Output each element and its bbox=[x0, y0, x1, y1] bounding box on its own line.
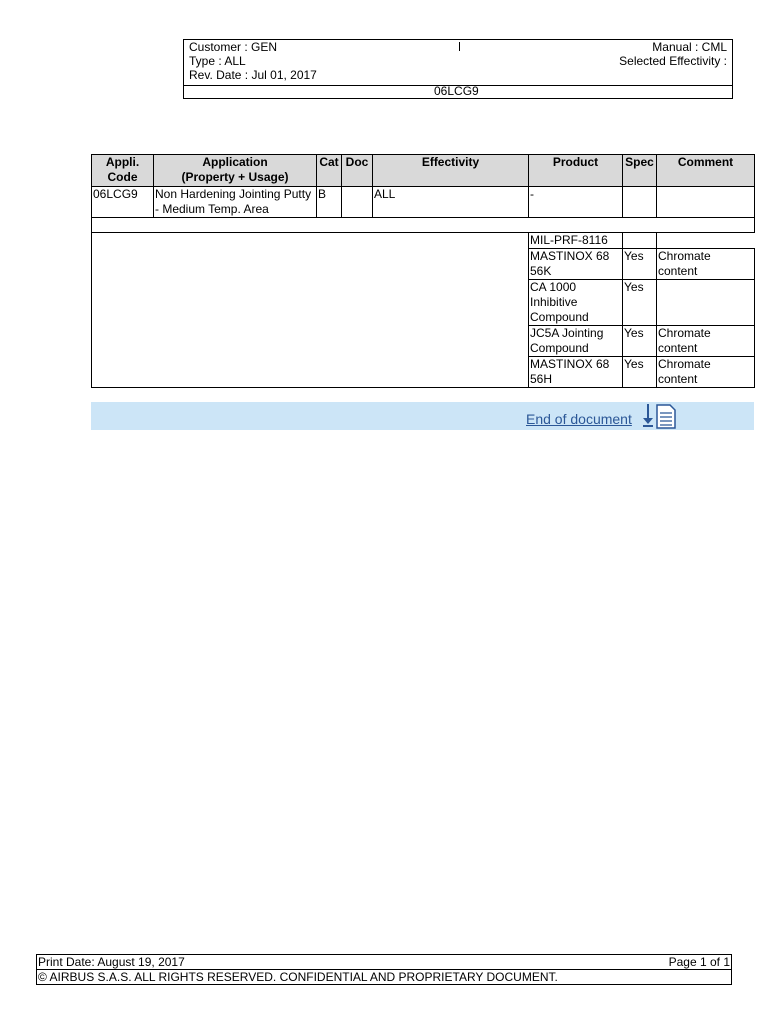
customer-label: Customer : GEN bbox=[189, 40, 278, 54]
end-of-document-bar bbox=[91, 402, 754, 430]
download-document-icon[interactable] bbox=[639, 403, 679, 429]
cell-spec bbox=[623, 187, 657, 218]
col-doc-label: Doc bbox=[345, 155, 369, 169]
col-appli-code bbox=[92, 155, 154, 187]
product-spec: Yes bbox=[623, 326, 657, 357]
col-application-label: Application (Property + Usage) bbox=[181, 155, 289, 184]
product-name: MIL-PRF-8116 bbox=[529, 233, 623, 249]
col-effectivity bbox=[373, 155, 529, 187]
col-spec bbox=[623, 155, 657, 187]
effectivity-label: Selected Effectivity : bbox=[619, 54, 727, 68]
table-row bbox=[92, 187, 755, 218]
document-header bbox=[183, 39, 733, 99]
cell-cat: B bbox=[317, 187, 342, 218]
product-comment bbox=[657, 280, 755, 326]
product-row bbox=[92, 233, 755, 249]
product-name: CA 1000 Inhibitive Compound bbox=[529, 280, 623, 326]
gap-cell bbox=[92, 218, 755, 233]
product-comment: Chromate content bbox=[657, 326, 755, 357]
table-gap-row bbox=[92, 218, 755, 233]
cell-doc bbox=[342, 187, 373, 218]
product-name: MASTINOX 68 56H bbox=[529, 357, 623, 388]
rev-date-label: Rev. Date : Jul 01, 2017 bbox=[189, 68, 317, 82]
product-spec bbox=[623, 233, 657, 249]
cell-code: 06LCG9 bbox=[92, 187, 154, 218]
product-spec: Yes bbox=[623, 249, 657, 280]
col-product bbox=[529, 155, 623, 187]
col-application bbox=[154, 155, 317, 187]
end-of-document-link[interactable]: End of document bbox=[526, 411, 632, 427]
page-number: Page 1 of 1 bbox=[668, 955, 730, 969]
col-comment-label: Comment bbox=[677, 155, 734, 169]
product-name: MASTINOX 68 56K bbox=[529, 249, 623, 280]
type-label: Type : ALL bbox=[189, 54, 246, 68]
col-doc bbox=[342, 155, 373, 187]
cell-effectivity: ALL bbox=[373, 187, 529, 218]
product-spacer bbox=[92, 233, 529, 388]
copyright-notice: © AIRBUS S.A.S. ALL RIGHTS RESERVED. CONFIDENTIAL AND PROPRIETARY DOCUMENT. bbox=[38, 970, 558, 984]
material-table bbox=[91, 154, 755, 388]
product-comment bbox=[657, 233, 755, 249]
col-effectivity-label: Effectivity bbox=[421, 155, 480, 169]
col-comment bbox=[657, 155, 755, 187]
table-header-row bbox=[92, 155, 755, 187]
print-date: Print Date: August 19, 2017 bbox=[38, 955, 185, 969]
header-code: 06LCG9 bbox=[434, 84, 479, 98]
product-spec: Yes bbox=[623, 280, 657, 326]
product-comment: Chromate content bbox=[657, 249, 755, 280]
cell-product: - bbox=[529, 187, 623, 218]
manual-label: Manual : CML bbox=[652, 40, 727, 54]
cell-comment bbox=[657, 187, 755, 218]
col-cat-label: Cat bbox=[319, 155, 339, 169]
cell-application: Non Hardening Jointing Putty - Medium Temp. Area bbox=[154, 187, 317, 218]
col-appli-code-label: Appli. Code bbox=[105, 155, 140, 184]
header-tick bbox=[459, 42, 460, 51]
col-cat bbox=[317, 155, 342, 187]
col-spec-label: Spec bbox=[625, 155, 654, 169]
product-spec: Yes bbox=[623, 357, 657, 388]
product-name: JC5A Jointing Compound bbox=[529, 326, 623, 357]
col-product-label: Product bbox=[552, 155, 599, 169]
product-comment: Chromate content bbox=[657, 357, 755, 388]
page-footer bbox=[36, 954, 732, 985]
